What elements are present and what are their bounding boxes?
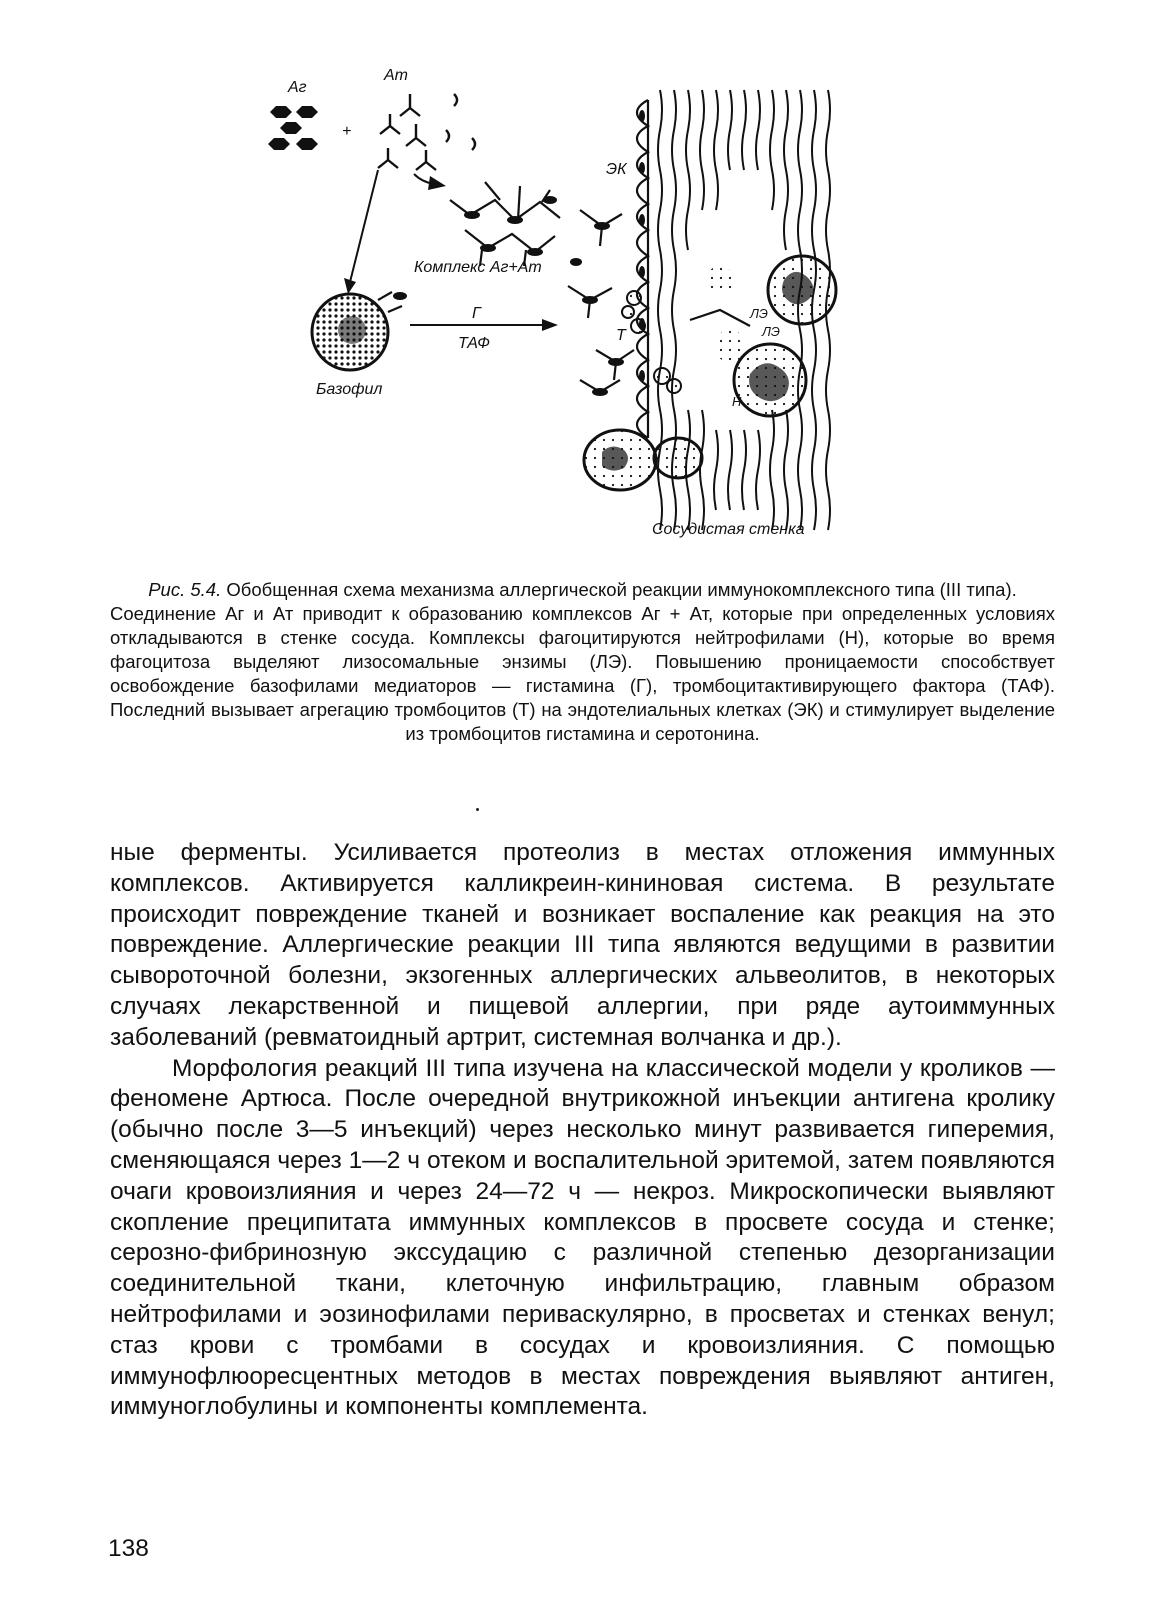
arrow-to-complex	[428, 176, 446, 190]
label-paf: ТАФ	[458, 335, 490, 352]
migrating-cells	[584, 430, 702, 490]
arrow-to-basophil	[344, 170, 378, 294]
page-number: 138	[108, 1535, 149, 1562]
label-vessel-wall: Сосудистая стенка	[652, 521, 805, 538]
caption-title-text: Обобщенная схема механизма аллергической реакции иммунокомплексного типа (III типа).	[226, 579, 1017, 600]
label-antigen: Аг	[288, 79, 307, 96]
body-text	[110, 838, 1055, 1423]
arrow-mediators	[410, 319, 558, 331]
stray-dot	[476, 808, 479, 811]
basophil-cell	[312, 292, 407, 370]
immune-complex-lattice	[450, 182, 560, 266]
antibody-molecules	[378, 94, 475, 170]
paragraph-1: ные ферменты. Усиливается протеолиз в местах отложения иммунных комплексов. Активируется калликреин-кининовая система. В результате происходит повреждение тканей и возникает воспаление как реакция на это повреждение. Аллергические реакции III типа являются ведущими в развитии сывороточной болезни, экзогенных аллергических альвеолитов, в некоторых случаях лекарственной и пищевой аллергии, при ряде аутоиммунных заболеваний (ревматоидный артрит, системная волчанка и др.).	[110, 839, 1055, 1051]
caption-text: Соединение Аг и Ат приводит к образованию комплексов Аг + Ат, которые при определенных условиях откладываются в стенке сосуда. Комплексы фагоцитируются нейтрофилами (Н), которые во время фагоцитоза выделяют лизосомальные энзимы (ЛЭ). Повышению проницаемости способствует освобождение базофилами медиаторов — гистамина (Г), тромбоцитактивирующего фактора (ТАФ). Последний вызывает агрегацию тромбоцитов (Т) на эндотелиальных клетках (ЭК) и стимулирует выделение из тромбоцитов гистамина и серотонина.	[110, 603, 1055, 744]
label-plus: +	[342, 123, 352, 140]
label-lysosomal-enzymes-1: ЛЭ	[750, 306, 768, 321]
immune-complex-diagram	[250, 50, 910, 570]
neutrophil-upper	[768, 256, 836, 324]
label-endothelial: ЭК	[606, 161, 627, 178]
label-basophil: Базофил	[316, 381, 383, 398]
neutrophil-middle	[734, 344, 806, 416]
label-platelets: Т	[616, 327, 626, 344]
label-neutrophil: Н	[732, 394, 742, 409]
caption-figure-number: Рис. 5.4.	[148, 579, 222, 600]
caption-title	[110, 578, 1055, 602]
label-lysosomal-enzymes-2: ЛЭ	[762, 324, 780, 339]
figure-caption	[110, 578, 1055, 746]
label-complex: Комплекс Аг+Ат	[414, 259, 542, 276]
paragraph-2: Морфология реакций III типа изучена на классической модели у кроликов — феномене Артюса. После очередной внутрикожной инъекции антигена кролику (обычно после 3—5 инъекций) через несколько минут развивается гиперемия, сменяющаяся через 1—2 ч отеком и воспалительной эритемой, затем появляются очаги кровоизлияния и через 24—72 ч — некроз. Микроскопически выявляют скопление преципитата иммунных комплексов в просвете сосуда и стенке; серозно-фибринозную экссудацию с различной степенью дезорганизации соединительной ткани, клеточную инфильтрацию, главным образом нейтрофилами и эозинофилами периваскулярно, в просветах и стенках венул; стаз крови с тромбами в сосудах и кровоизлияния. С помощью иммунофлюоресцентных методов в местах повреждения выявляют антиген, иммуноглобулины и компоненты комплемента.	[110, 1054, 1055, 1421]
figure-5-4	[250, 50, 910, 570]
antigen-molecules	[268, 106, 318, 150]
label-antibody: Ат	[384, 67, 408, 84]
label-histamine: Г	[472, 305, 481, 322]
